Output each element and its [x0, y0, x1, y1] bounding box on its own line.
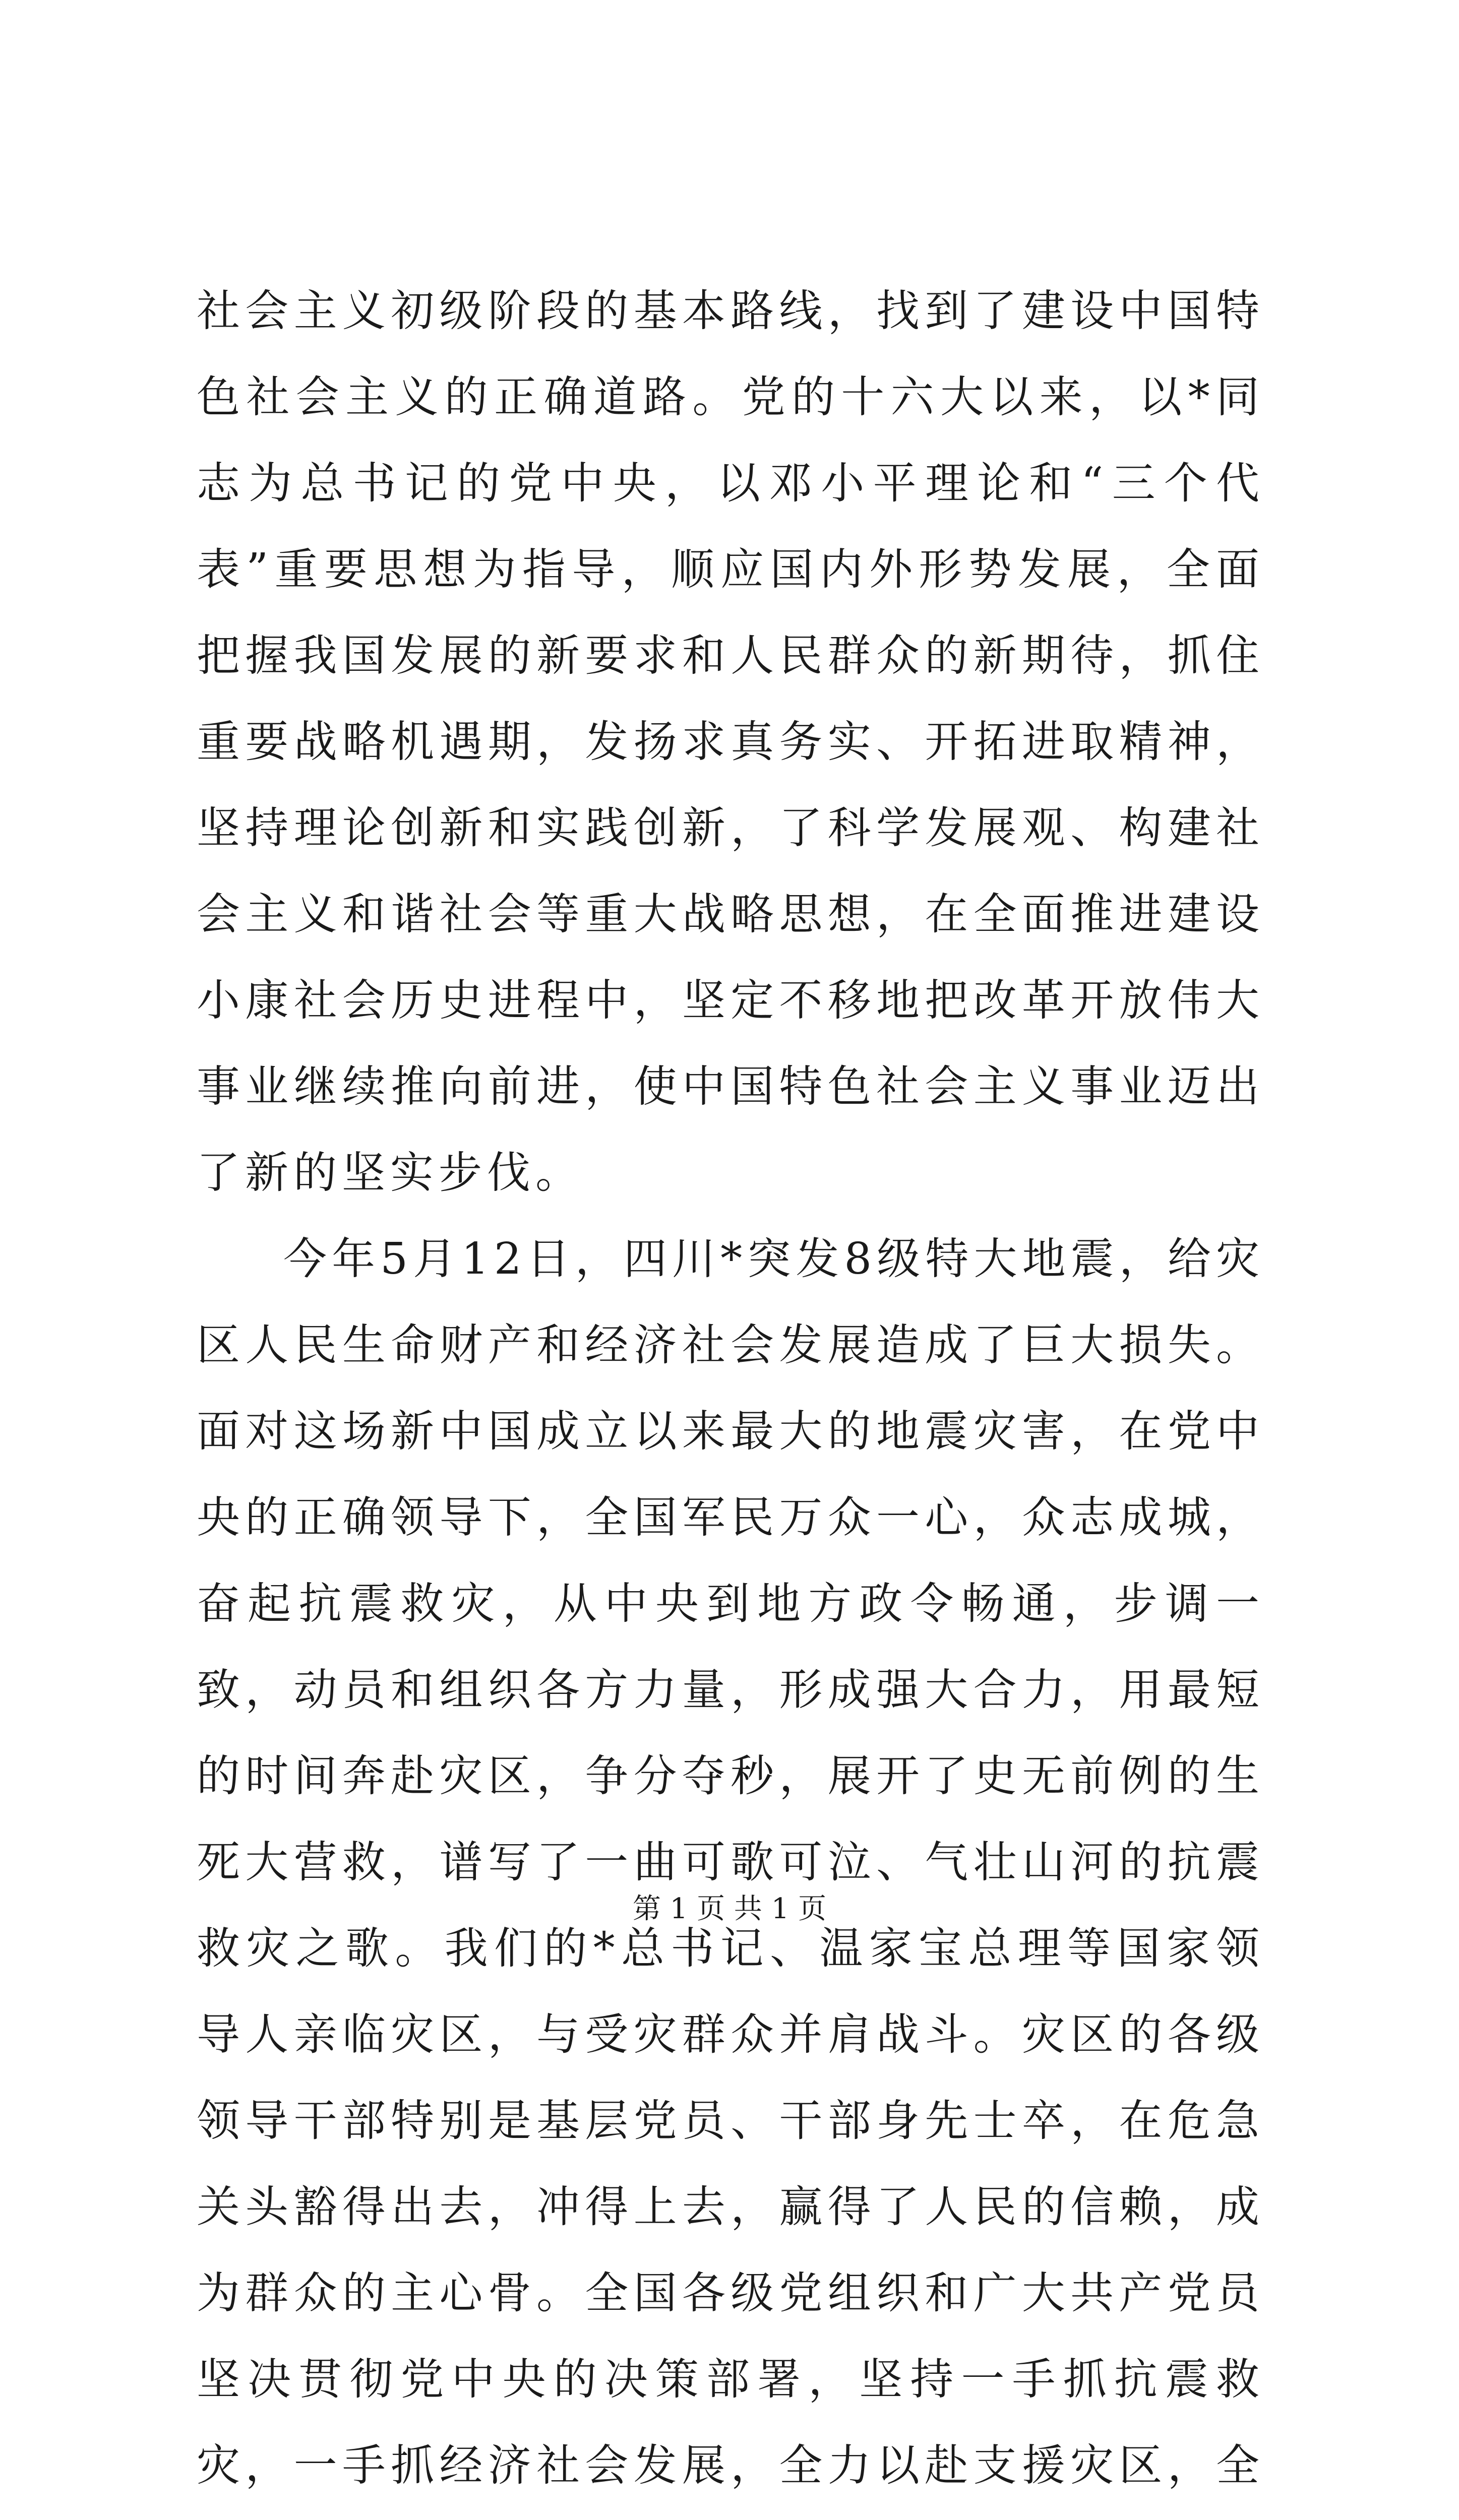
document-body	[197, 268, 1264, 2520]
page-footer: 第 1 页 共 1 页	[632, 1893, 827, 1925]
paragraph-earthquake: 今年5月12日，四川*突发8级特大地震，给灾区人民生命财产和经济社会发展造成了巨大损失。面对这场新中国成立以来最大的地震灾害，在党中央的正确领导下，全国军民万众一心，众志成城，奋起抗震救灾，从中央到地方政令畅通，步调一致，动员和组织各方力量，形成强大合力，用最短的时间奔赴灾区，争分夺秒，展开了史无前例的生死大营救，谱写了一曲可歌可泣、气壮山河的抗震救灾之歌。我们的*总书记、温家宝总理等国家领导人亲临灾区，与受灾群众并肩战斗。灾区的各级领导干部特别是基层党员、干部身先士卒，在危急关头豁得出去，冲得上去，赢得了人民的信赖，成为群众的主心骨。全国各级党组织和广大共产党员坚决贯彻党中央的决策部署，坚持一手抓抗震救灾，一手抓经济社会发展，全力以赴支援灾区，全	[197, 1234, 1264, 2491]
paragraph-continued: 社会主义初级阶段的基本路线，找到了建设中国特色社会主义的正确道路。党的十六大以来，以*同志为总书记的党中央，以邓小平理论和“三个代表”重要思想为指导，顺应国内外形势发展，全面把握我国发展的新要求和人民群众的新期待，抓住重要战略机遇期，发扬求真务实、开拓进取精神，坚持理论创新和实践创新，了科学发展观、构建社会主义和谐社会等重大战略思想，在全面推进建设小康社会历史进程中，坚定不移地把改革开放伟大事业继续推向前进，使中国特色社会主义事业迈出了新的坚实步伐。	[197, 286, 1264, 1198]
